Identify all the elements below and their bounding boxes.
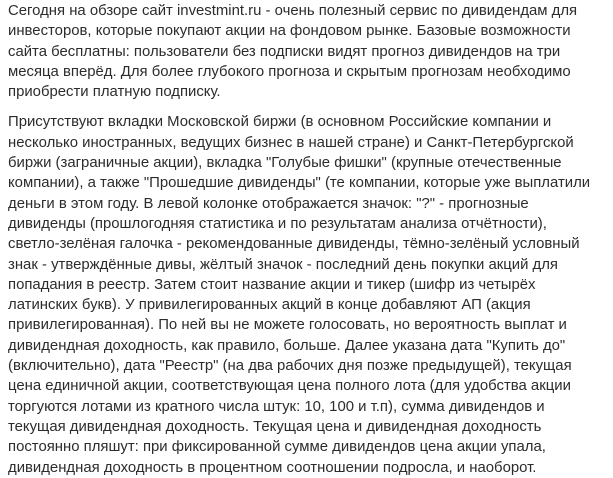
text-line: приобрести платную подписку.: [8, 84, 221, 101]
text-line: цена единичной акции, соответствующая цена полного лота (для удобства акции: [8, 378, 571, 395]
text-line: деньги в этом году. В левой колонке отображается значок: "?" - прогнозные: [8, 195, 529, 212]
text-line: несколько иностранных, ведущих бизнес в нашей стране) и Санкт-Петербургской: [8, 134, 574, 151]
text-line: биржи (заграничные акции), вкладка "Голубые фишки" (крупные отечественные: [8, 155, 562, 172]
text-line: текущая дивидендная доходность. Текущая цена и дивидендная доходность: [8, 418, 542, 435]
text-line: постоянно пляшут: при фиксированной сумме дивидендов цена акции упала,: [8, 439, 546, 456]
text-line: компании), а также "Прошедшие дивиденды" (те компании, которые уже выплатили: [8, 175, 591, 192]
text-line: привилегированная). По ней вы не можете голосовать, но вероятность выплат и: [8, 317, 567, 334]
text-line: сайта бесплатны: пользователи без подписки видят прогноз дивидендов на три: [8, 43, 561, 60]
paragraph-intro: [8, 1, 611, 102]
text-line: светло-зелёная галочка - рекомендованные дивиденды, тёмно-зелёный условный: [8, 236, 580, 253]
text-line: латинских букв). У привилегированных акций в конце добавляют АП (акция: [8, 297, 531, 314]
text-line: торгуются лотами из кратного числа штук: 10, 100 и т.п), сумма дивидендов и: [8, 398, 545, 415]
text-line: попадания в реестр. Затем стоит название акции и тикер (шифр из четырёх: [8, 276, 536, 293]
text-line: дивиденды (прошлогодняя статистика и по результатам анализа отчётности),: [8, 215, 547, 232]
text-line: дивидендная доходность в процентном соотношении подросла, и наоборот.: [8, 459, 537, 476]
text-line: Сегодня на обзоре сайт investmint.ru - очень полезный сервис по дивидендам для: [8, 3, 578, 19]
article-text: [8, 1, 611, 478]
text-line: знак - утверждённые дивы, жёлтый значок - последний день покупки акций для: [8, 256, 558, 273]
text-line: Присутствуют вкладки Московской биржи (в основном Российские компании и: [8, 114, 552, 131]
text-line: инвесторов, которые покупают акции на фондовом рынке. Базовые возможности: [8, 23, 571, 40]
text-line: месяца вперёд. Для более глубокого прогноза и скрытым прогнозам необходимо: [8, 63, 571, 80]
text-line: дивидендная доходность, как правило, больше. Далее указана дата "Купить до": [8, 337, 566, 354]
text-line: (включительно), дата "Реестр" (на два рабочих дня позже предыдущей), текущая: [8, 358, 572, 375]
paragraph-details: [8, 112, 611, 477]
paragraph-spacer: [8, 102, 611, 112]
